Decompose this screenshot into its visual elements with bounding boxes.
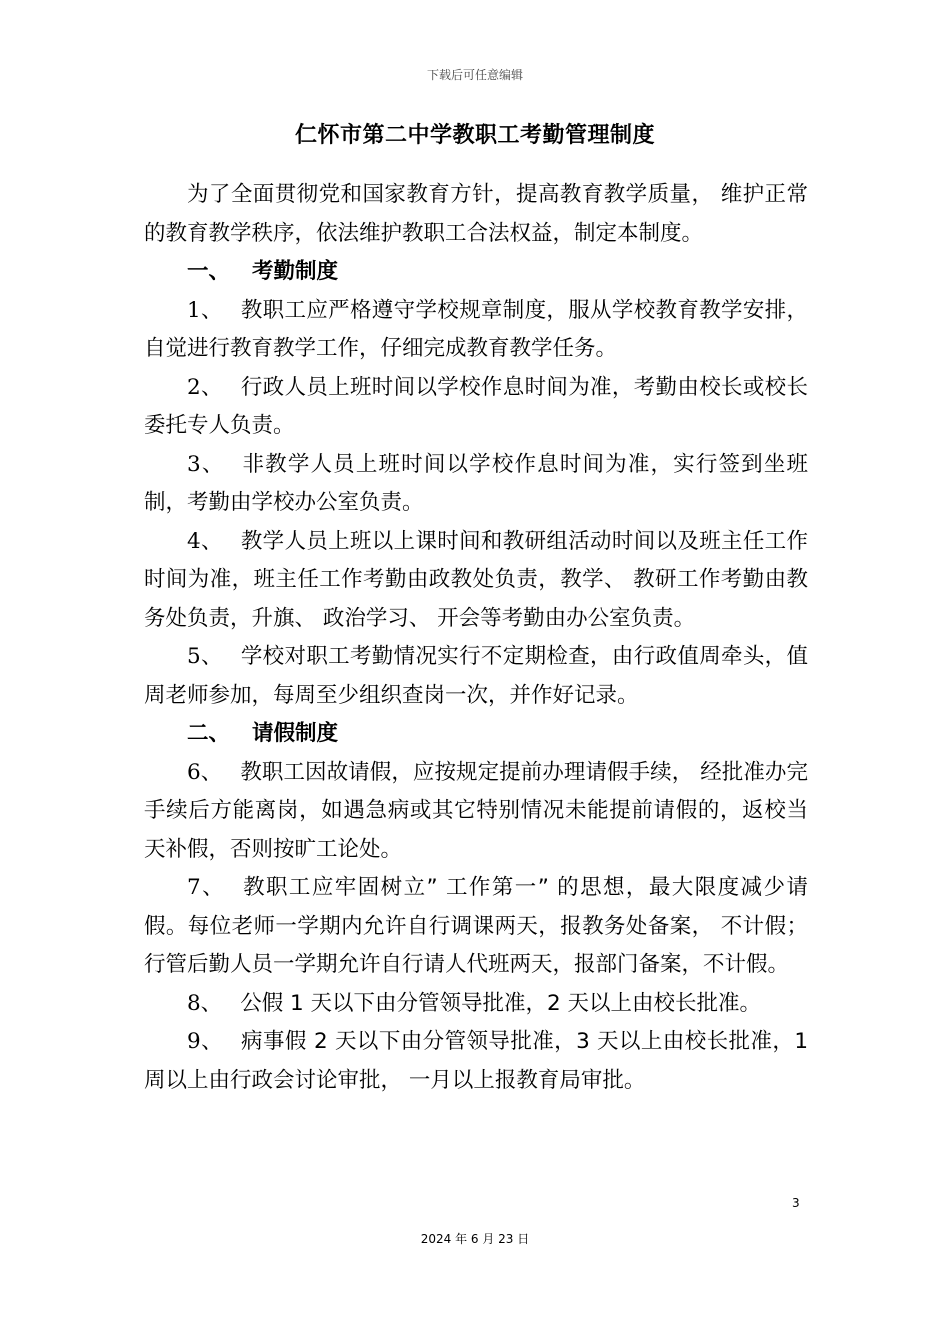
item-text: 学校对职工考勤情况实行不定期检查，由行政值周牵头，值周老师参加，每周至少组织查岗一次，并作好记录。 [144, 644, 808, 708]
item-text: 教职工因故请假，应按规定提前办理请假手续， 经批准办完手续后方能离岗，如遇急病或其它特别情况未能提前请假的，返校当天补假，否则按旷工论处。 [144, 759, 808, 862]
item-number: 7、 [187, 875, 226, 900]
rule-item-8 [144, 985, 808, 1024]
item-text: 病事假 2 天以下由分管领导批准，3 天以上由校长批准，1 周以上由行政会讨论审批， 一月以上报教育局审批。 [144, 1029, 808, 1093]
item-number: 2、 [187, 374, 223, 400]
rule-item-6 [144, 754, 808, 870]
item-text: 公假 1 天以下由分管领导批准，2 天以上由校长批准。 [240, 990, 762, 1016]
item-number: 3、 [187, 451, 225, 477]
rule-item-4 [144, 523, 808, 639]
page-number: 3 [792, 1196, 800, 1210]
rule-item-3 [144, 446, 808, 523]
item-text: 教职工应牢固树立” 工作第一” 的思想，最大限度减少请假。每位老师一学期内允许自行调课两天，报教务处备案， 不计假；行管后勤人员一学期允许自行请人代班两天，报部门备案，不计假。 [144, 875, 808, 977]
item-number: 4、 [187, 528, 223, 554]
item-text: 教职工应严格遵守学校规章制度，服从学校教育教学安排，自觉进行教育教学工作，仔细完成教育教学任务。 [144, 297, 808, 361]
section-number: 二、 [187, 721, 231, 746]
section-heading-attendance [144, 253, 808, 292]
item-number: 1、 [187, 297, 223, 323]
page-footer-date: 2024 年 6 月 23 日 [420, 1232, 530, 1246]
document-title: 仁怀市第二中学教职工考勤管理制度 [294, 123, 655, 148]
section-number: 一、 [187, 259, 231, 284]
page-header: 下载后可任意编辑 [426, 68, 523, 82]
item-number: 8、 [187, 990, 223, 1016]
item-number: 5、 [187, 644, 223, 669]
rule-item-2 [144, 369, 808, 446]
item-text: 行政人员上班时间以学校作息时间为准，考勤由校长或校长委托专人负责。 [144, 374, 808, 438]
section-title: 考勤制度 [252, 259, 339, 284]
intro-paragraph: 为了全面贯彻党和国家教育方针，提高教育教学质量， 维护正常的教育教学秩序，依法维护教职工合法权益，制定本制度。 [144, 182, 808, 246]
item-number: 6、 [187, 759, 223, 785]
rule-item-9 [144, 1023, 808, 1100]
item-number: 9、 [187, 1029, 224, 1054]
document-body [144, 176, 808, 1100]
rule-item-5 [144, 638, 808, 715]
item-text: 教学人员上班以上课时间和教研组活动时间以及班主任工作时间为准，班主任工作考勤由政教处负责，教学、 教研工作考勤由教务处负责，升旗、 政治学习、 开会等考勤由办公室负责。 [144, 528, 808, 631]
rule-item-1 [144, 292, 808, 369]
item-text: 非教学人员上班时间以学校作息时间为准，实行签到坐班制，考勤由学校办公室负责。 [144, 451, 808, 515]
section-title: 请假制度 [252, 721, 339, 746]
rule-item-7 [144, 869, 808, 985]
section-heading-leave [144, 715, 808, 754]
